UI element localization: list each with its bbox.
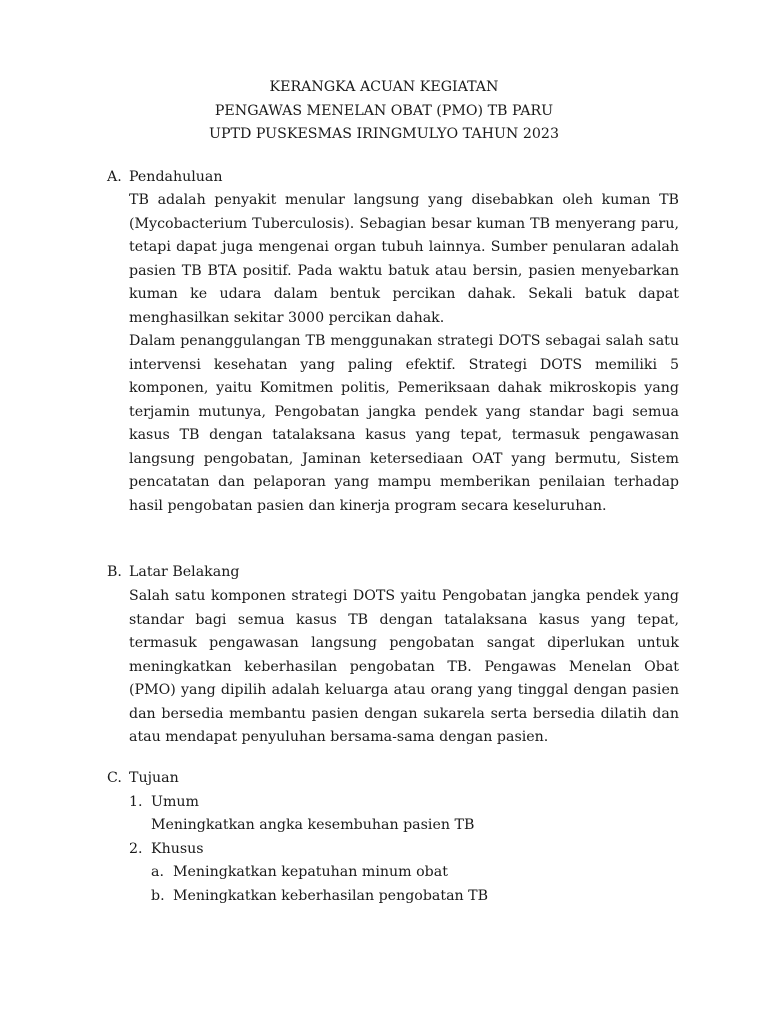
- section-c-title: Tujuan: [129, 770, 179, 786]
- section-a-title: Pendahuluan: [129, 169, 223, 185]
- section-b-heading: [107, 561, 239, 585]
- section-a-paragraph-2: Dalam penanggulangan TB menggunakan strategi DOTS sebagai salah satu intervensi kesehatan yang paling efektif. Strategi DOTS memiliki 5 komponen, yaitu Komitmen politis, Pemeriksaan dahak mikroskopis yang terjamin mutunya, Pengobatan jangka pendek yang standar bagi semua kasus TB dengan tatalaksana kasus yang tepat, termasuk pengawasan langsung pengobatan, Jaminan ketersediaan OAT yang bermutu, Sistem pencatatan dan pelaporan yang mampu memberikan penilaian terhadap hasil pengobatan pasien dan kinerja program secara keseluruhan.: [129, 333, 679, 514]
- tujuan-item-umum: [129, 791, 199, 815]
- tujuan-khusus-sub-b-marker: b.: [151, 888, 165, 904]
- section-a-letter: A.: [107, 169, 122, 185]
- title-line-3: UPTD PUSKESMAS IRINGMULYO TAHUN 2023: [209, 126, 559, 142]
- tujuan-khusus-sub-a-text: Meningkatkan kepatuhan minum obat: [173, 864, 448, 880]
- tujuan-khusus-sub-b-text: Meningkatkan keberhasilan pengobatan TB: [173, 888, 489, 904]
- section-c-letter: C.: [107, 770, 122, 786]
- tujuan-khusus-sub-a: [151, 861, 448, 885]
- tujuan-item-umum-marker: 1.: [129, 794, 143, 810]
- section-b-title: Latar Belakang: [129, 564, 240, 580]
- section-a-paragraph-1: TB adalah penyakit menular langsung yang disebabkan oleh kuman TB (Mycobacterium Tuberculosis). Sebagian besar kuman TB menyerang paru, tetapi dapat juga mengenai organ tubuh lainnya. Sumber penularan adalah pasien TB BTA positif. Pada waktu batuk atau bersin, pasien menyebarkan kuman ke udara dalam bentuk percikan dahak. Sekali batuk dapat menghasilkan sekitar 3000 percikan dahak.: [129, 192, 679, 326]
- tujuan-item-khusus: [129, 838, 204, 862]
- title-line-1: KERANGKA ACUAN KEGIATAN: [269, 79, 499, 95]
- section-a-heading: [107, 166, 223, 190]
- document-title: [0, 76, 768, 147]
- tujuan-umum-text: Meningkatkan angka kesembuhan pasien TB: [151, 817, 475, 833]
- section-c-heading: [107, 767, 179, 791]
- tujuan-khusus-sub-a-marker: a.: [151, 864, 164, 880]
- section-b-paragraph-1: Salah satu komponen strategi DOTS yaitu Pengobatan jangka pendek yang standar bagi semua kasus TB dengan tatalaksana kasus yang tepat, termasuk pengawasan langsung pengobatan sangat diperlukan untuk meningkatkan keberhasilan pengobatan TB. Pengawas Menelan Obat (PMO) yang dipilih adalah keluarga atau orang yang tinggal dengan pasien dan bersedia membantu pasien dengan sukarela serta bersedia dilatih dan atau mendapat penyuluhan bersama-sama dengan pasien.: [129, 588, 679, 745]
- title-line-2: PENGAWAS MENELAN OBAT (PMO) TB PARU: [214, 102, 554, 119]
- tujuan-item-khusus-marker: 2.: [129, 841, 143, 857]
- tujuan-khusus-sub-b: [151, 885, 488, 909]
- tujuan-item-umum-label: Umum: [151, 794, 200, 810]
- section-b-letter: B.: [107, 564, 122, 580]
- tujuan-item-khusus-label: Khusus: [151, 841, 204, 857]
